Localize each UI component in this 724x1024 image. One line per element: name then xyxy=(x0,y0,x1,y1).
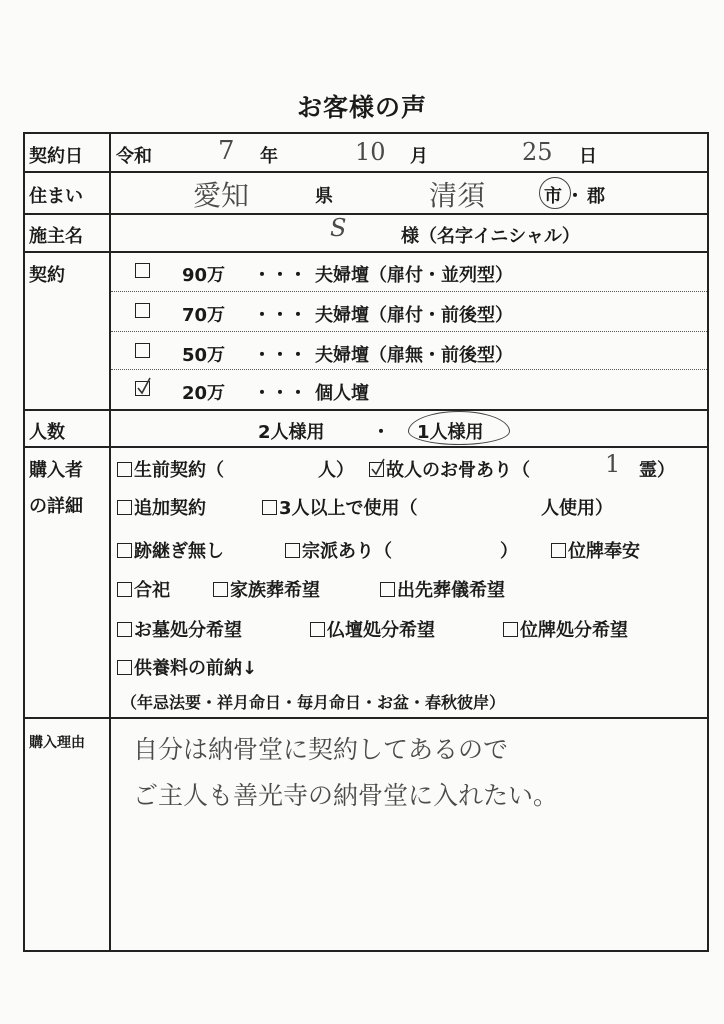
option-price: 20万 xyxy=(182,383,226,404)
detail-three-plus[interactable]: 3人以上で使用（ xyxy=(262,494,418,520)
option-desc: 夫婦壇（扉付・並列型） xyxy=(315,265,513,286)
option-divider xyxy=(111,291,707,292)
survey-form xyxy=(23,132,709,952)
checkbox[interactable] xyxy=(117,622,132,637)
sect-close: ） xyxy=(500,541,518,562)
district-unit: 郡 xyxy=(587,186,605,207)
detail-prepay[interactable]: 供養料の前納↓ xyxy=(117,654,257,680)
people-label: 人数 xyxy=(29,422,65,443)
checkbox[interactable] xyxy=(135,263,150,278)
prefecture-value[interactable]: 愛知 xyxy=(193,179,250,212)
address-separator: ・ xyxy=(566,186,584,207)
reason-line2[interactable]: ご主人も善光寺の納骨堂に入れたい。 xyxy=(133,781,559,810)
remains-count[interactable]: 1 xyxy=(605,450,621,478)
checkbox[interactable] xyxy=(310,622,325,637)
city-value[interactable]: 清須 xyxy=(429,179,486,212)
people-separator: ・ xyxy=(372,422,390,443)
detail-family-funeral[interactable]: 家族葬希望 xyxy=(213,576,320,602)
checkbox[interactable] xyxy=(285,543,300,558)
checkmark-icon xyxy=(135,376,153,396)
option-desc: 夫婦壇（扉無・前後型） xyxy=(315,345,513,366)
checkbox-checked[interactable] xyxy=(369,462,384,477)
remains-unit: 霊） xyxy=(639,460,675,481)
checkbox[interactable] xyxy=(551,543,566,558)
row-divider xyxy=(25,213,707,215)
option-price: 70万 xyxy=(182,305,226,326)
era-text: 令和 xyxy=(116,146,152,167)
contract-date-label: 契約日 xyxy=(29,146,83,167)
prefecture-unit: 県 xyxy=(315,186,333,207)
checkbox-checked[interactable] xyxy=(135,381,150,396)
people-option-two[interactable]: 2人様用 xyxy=(258,422,325,443)
details-label-line2: の詳細 xyxy=(29,496,83,517)
checkbox[interactable] xyxy=(213,582,228,597)
option-price: 90万 xyxy=(182,265,226,286)
checkbox[interactable] xyxy=(117,660,132,675)
option-divider xyxy=(111,369,707,370)
detail-outgoing-funeral[interactable]: 出先葬儀希望 xyxy=(380,576,505,602)
contract-option-50[interactable] xyxy=(135,341,152,362)
year-unit: 年 xyxy=(260,146,278,167)
detail-pre-contract[interactable]: 生前契約（ xyxy=(117,456,224,482)
pre-contract-unit: 人） xyxy=(318,460,354,481)
day-unit: 日 xyxy=(579,146,597,167)
option-dots: ・・・ xyxy=(253,345,307,366)
detail-additional[interactable]: 追加契約 xyxy=(117,494,206,520)
detail-grave-disposal[interactable]: お墓処分希望 xyxy=(117,616,242,642)
option-desc: 個人壇 xyxy=(315,383,369,404)
details-note: （年忌法要・祥月命日・毎月命日・お盆・春秋彼岸） xyxy=(121,693,506,712)
checkbox[interactable] xyxy=(135,303,150,318)
option-dots: ・・・ xyxy=(253,265,307,286)
contract-option-90[interactable] xyxy=(135,261,152,282)
detail-tablet-disposal[interactable]: 位牌処分希望 xyxy=(503,616,628,642)
row-divider xyxy=(25,717,707,719)
year-value[interactable]: 7 xyxy=(218,136,235,166)
month-value[interactable]: 10 xyxy=(355,138,386,166)
contract-option-70[interactable] xyxy=(135,301,152,322)
client-suffix: 様（名字イニシャル） xyxy=(401,226,580,247)
row-divider xyxy=(25,409,707,411)
detail-altar-disposal[interactable]: 仏壇処分希望 xyxy=(310,616,435,642)
checkbox[interactable] xyxy=(117,462,132,477)
contract-label: 契約 xyxy=(29,265,65,286)
option-divider xyxy=(111,331,707,332)
client-initial[interactable]: S xyxy=(330,214,347,242)
address-label: 住まい xyxy=(29,186,83,207)
checkbox[interactable] xyxy=(117,582,132,597)
three-plus-unit: 人使用） xyxy=(541,498,613,519)
checkbox[interactable] xyxy=(135,343,150,358)
label-column-divider xyxy=(109,134,111,950)
contract-option-20[interactable] xyxy=(135,379,152,400)
month-unit: 月 xyxy=(410,146,428,167)
details-label-line1: 購入者 xyxy=(29,460,83,481)
city-unit: 市 xyxy=(544,186,562,207)
checkbox[interactable] xyxy=(262,500,277,515)
client-label: 施主名 xyxy=(29,226,83,247)
checkbox[interactable] xyxy=(380,582,395,597)
row-divider xyxy=(25,251,707,253)
option-dots: ・・・ xyxy=(253,305,307,326)
reason-label: 購入理由 xyxy=(29,735,85,751)
checkmark-icon xyxy=(369,457,387,477)
day-value[interactable]: 25 xyxy=(522,138,553,166)
option-desc: 夫婦壇（扉付・前後型） xyxy=(315,305,513,326)
detail-goushi[interactable]: 合祀 xyxy=(117,576,170,602)
detail-sect[interactable]: 宗派あり（ xyxy=(285,537,392,563)
row-divider xyxy=(25,446,707,448)
option-price: 50万 xyxy=(182,345,226,366)
checkbox[interactable] xyxy=(117,500,132,515)
form-title: お客様の声 xyxy=(296,93,427,122)
checkbox[interactable] xyxy=(117,543,132,558)
checkbox[interactable] xyxy=(503,622,518,637)
detail-ihai[interactable]: 位牌奉安 xyxy=(551,537,640,563)
people-option-one[interactable]: 1人様用 xyxy=(417,422,484,443)
option-dots: ・・・ xyxy=(253,383,307,404)
reason-line1[interactable]: 自分は納骨堂に契約してあるので xyxy=(133,735,509,764)
detail-no-heir[interactable]: 跡継ぎ無し xyxy=(117,537,224,563)
detail-has-remains[interactable]: 故人のお骨あり（ xyxy=(369,456,530,482)
row-divider xyxy=(25,171,707,173)
